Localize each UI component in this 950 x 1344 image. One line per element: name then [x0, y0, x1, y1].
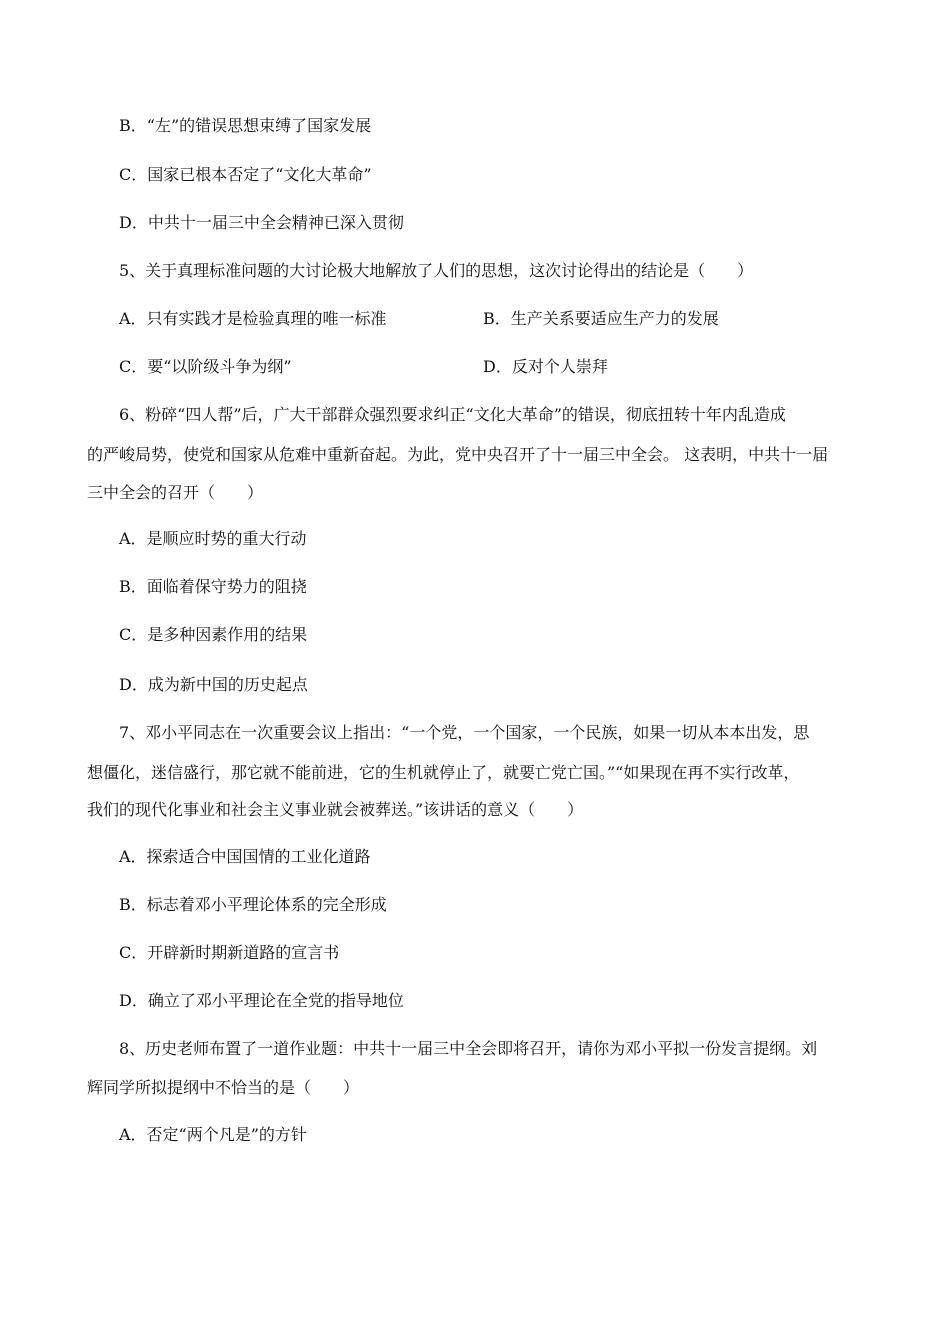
- q5-option-c: C．要“以阶级斗争为纲”: [119, 357, 292, 376]
- q7-option-b: B．标志着邓小平理论体系的完全形成: [119, 895, 387, 914]
- q8-stem-line1: 8、历史老师布置了一道作业题：中共十一届三中全会即将召开，请你为邓小平拟一份发言提纲。刘: [119, 1039, 818, 1058]
- q4-option-c: C．国家已根本否定了“文化大革命”: [119, 165, 372, 184]
- q7-option-c: C．开辟新时期新道路的宣言书: [119, 943, 340, 962]
- q6-option-d: D．成为新中国的历史起点: [119, 675, 308, 694]
- q6-option-c: C．是多种因素作用的结果: [119, 625, 308, 644]
- q5-option-a: A．只有实践才是检验真理的唯一标准: [119, 309, 387, 328]
- q6-stem-line3: 三中全会的召开（ ）: [87, 483, 264, 502]
- q5-option-d: D．反对个人崇拜: [483, 357, 608, 376]
- q8-stem-line2: 辉同学所拟提纲中不恰当的是（ ）: [87, 1078, 360, 1097]
- q6-option-b: B．面临着保守势力的阻挠: [119, 577, 307, 596]
- q5-stem: 5、关于真理标准问题的大讨论极大地解放了人们的思想，这次讨论得出的结论是（ ）: [119, 261, 754, 280]
- q7-option-a: A．探索适合中国国情的工业化道路: [119, 847, 371, 866]
- q7-stem-line3: 我们的现代化事业和社会主义事业就会被葬送。”该讲话的意义（ ）: [87, 800, 584, 819]
- q8-option-a: A．否定“两个凡是”的方针: [119, 1125, 307, 1144]
- q7-option-d: D．确立了邓小平理论在全党的指导地位: [119, 991, 404, 1010]
- q5-option-b: B．生产关系要适应生产力的发展: [483, 309, 719, 328]
- q6-option-a: A．是顺应时势的重大行动: [119, 529, 307, 548]
- q4-option-d: D．中共十一届三中全会精神已深入贯彻: [119, 213, 404, 232]
- q4-option-b: B．“左”的错误思想束缚了国家发展: [119, 116, 372, 135]
- q7-stem-line2: 想僵化，迷信盛行，那它就不能前进，它的生机就停止了，就要亡党亡国。”“如果现在再不实行改革，: [87, 763, 800, 782]
- q6-stem-line2: 的严峻局势，使党和国家从危难中重新奋起。为此，党中央召开了十一届三中全会。 这表明，中共十一届: [87, 445, 829, 464]
- q7-stem-line1: 7、邓小平同志在一次重要会议上指出：“一个党，一个国家，一个民族，如果一切从本本出发，思: [119, 723, 810, 742]
- q6-stem-line1: 6、粉碎“四人帮”后，广大干部群众强烈要求纠正“文化大革命”的错误，彻底扭转十年内乱造成: [119, 405, 786, 424]
